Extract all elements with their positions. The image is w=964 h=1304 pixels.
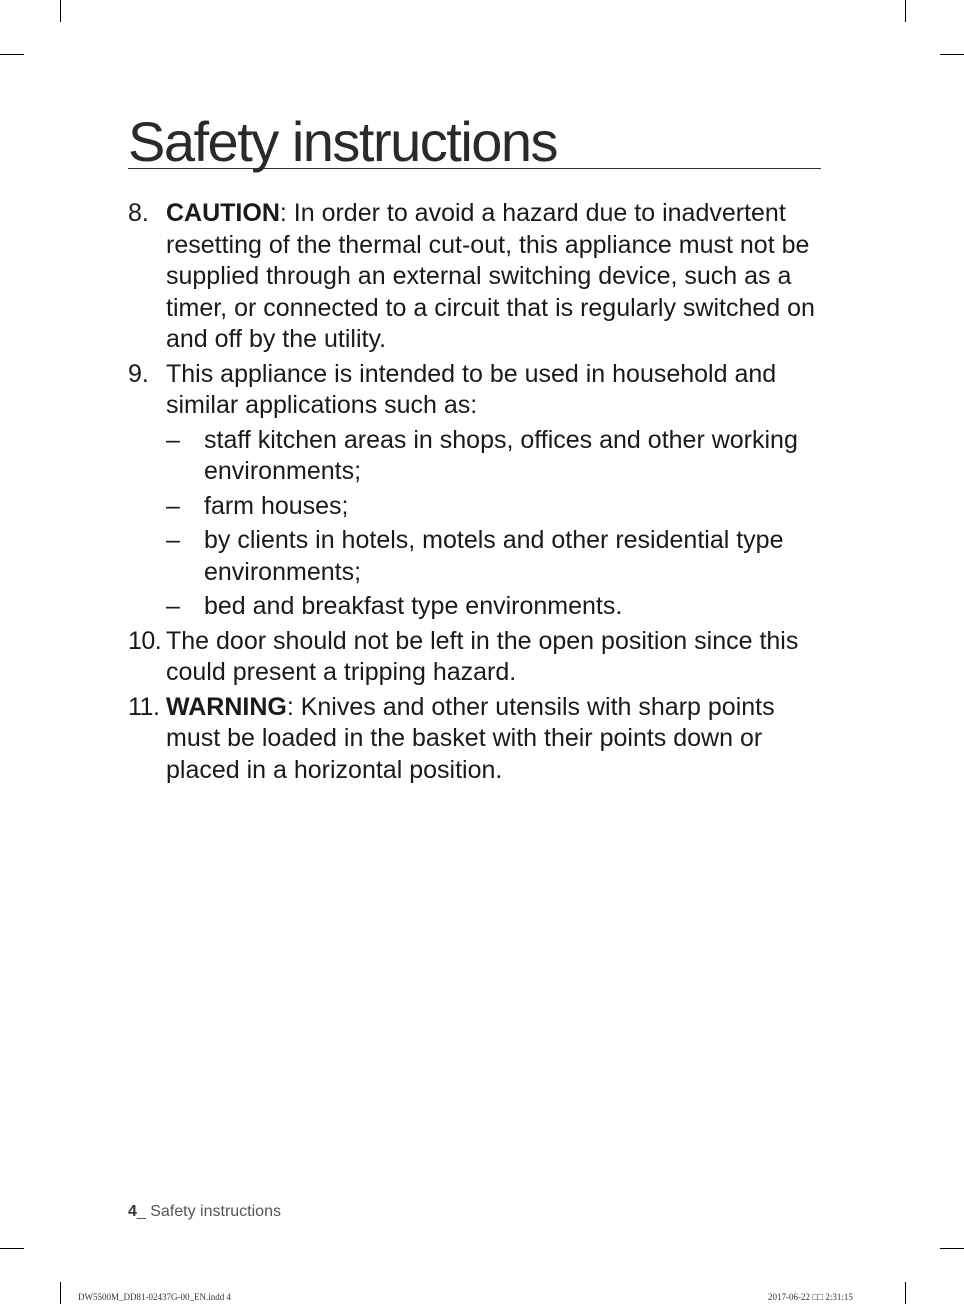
page-title-rule	[128, 110, 821, 173]
crop-mark-right-lower	[940, 1248, 964, 1249]
sub-item-hotels	[128, 525, 828, 588]
dash-bullet: –	[166, 491, 180, 520]
sub-item-staff-kitchen	[128, 425, 828, 488]
caution-label: CAUTION	[166, 199, 280, 227]
page-footer	[128, 1203, 281, 1221]
crop-mark-left-upper	[0, 54, 24, 55]
dash-bullet: –	[166, 526, 180, 554]
crop-mark-top-left	[60, 0, 61, 22]
print-slug-date: 2017-06-22 □□ 2:31:15	[768, 1292, 853, 1302]
instructions-list	[128, 198, 828, 789]
sub-item-text: staff kitchen areas in shops, offices and other working environments;	[204, 425, 798, 485]
page-number: 4	[128, 1203, 137, 1220]
crop-mark-left-lower	[0, 1248, 24, 1249]
crop-mark-bottom-left	[60, 1282, 61, 1304]
sub-item-text: farm houses;	[204, 491, 349, 520]
print-slug-file: DW5500M_DD81-02437G-00_EN.indd 4	[78, 1292, 231, 1302]
item-text: : In order to avoid a hazard due to inadvertent resetting of the thermal cut-out, this appliance must not be supplied through an external switching device, such as a timer, or connected to a circuit that is regularly switched on and off by the utility.	[166, 199, 815, 353]
dash-bullet: –	[166, 592, 180, 620]
item-number: 8.	[128, 199, 149, 227]
item-text: The door should not be left in the open position since this could present a tripping hazard.	[166, 626, 799, 686]
sub-item-text: bed and breakfast type environments.	[204, 592, 623, 620]
item-number: 11.	[128, 692, 160, 721]
dash-bullet: –	[166, 425, 180, 454]
footer-section-title: _ Safety instructions	[136, 1203, 281, 1220]
item-text: : Knives and other utensils with sharp points must be loaded in the basket with their points down or placed in a horizontal position.	[166, 692, 775, 784]
crop-mark-bottom-right	[905, 1282, 906, 1304]
sub-item-text: by clients in hotels, motels and other residential type environments;	[204, 526, 784, 586]
crop-mark-right-upper	[940, 54, 964, 55]
instruction-item-10	[128, 626, 828, 689]
warning-label: WARNING	[166, 692, 287, 721]
instruction-item-8	[128, 198, 828, 356]
item-number: 10.	[128, 626, 162, 655]
instruction-item-11	[128, 692, 828, 787]
page-title: Safety instructions	[128, 110, 558, 173]
item-text: This appliance is intended to be used in household and similar applications such as:	[166, 359, 777, 419]
sub-item-farm-houses	[128, 491, 828, 523]
item-number: 9.	[128, 359, 149, 388]
sub-item-bed-and-breakfast	[128, 591, 828, 623]
crop-mark-top-right	[905, 0, 906, 22]
instruction-item-9	[128, 359, 828, 422]
